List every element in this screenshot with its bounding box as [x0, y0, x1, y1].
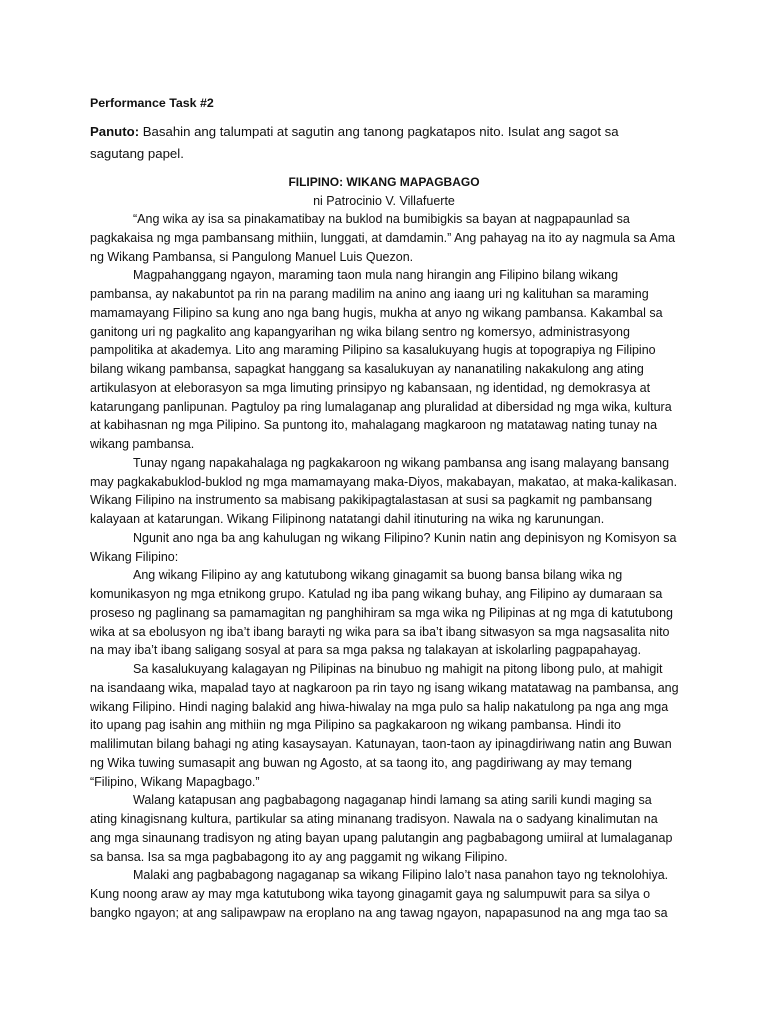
instructions-line: [90, 121, 690, 143]
body-line: na isandaang wika, mapalad tayo at nagkaroon pa rin tayo ng isang wikang matatawag na pambansa, ang: [90, 680, 679, 695]
paragraph: [90, 660, 680, 791]
instructions-text: sagutang papel.: [90, 146, 184, 161]
instructions: [90, 121, 690, 165]
body-line: Walang katapusan ang pagbabagong nagaganap hindi lamang sa ating sarili kundi maging sa: [133, 793, 652, 808]
body-line: ang mga sinaunang tradisyon ng ating bayan upang palutangin ang pagbabagong umiiral at lumalaganap: [90, 830, 673, 845]
paragraph: [90, 791, 680, 866]
paragraph: [90, 866, 680, 922]
body-line: ng Wika tuwing sumasapit ang buwan ng Agosto, at sa taong ito, ang pagdiriwang ay may temang: [90, 755, 632, 770]
body-line: kalayaan at katarungan. Wikang Filipinong natatangi dahil itinuturing na wika ng karunungan.: [90, 512, 605, 526]
paragraph: [90, 210, 680, 266]
body-line: Kung noong araw ay may mga katutubong wika tayong ginagamit gaya ng salumpuwit para sa silya o: [90, 887, 651, 901]
body-line: ganitong uri ng pagkalito ang kapangyarihan ng wika bilang sentro ng komersyo, administrasyong: [90, 324, 630, 339]
speech-author: ni Patrocinio V. Villafuerte: [313, 194, 455, 208]
body-line: sa bansa. Isa sa mga pagbabagong ito ay ang paggamit ng wikang Filipino.: [90, 849, 508, 864]
body-line: pagkakaisa ng mga pambansang mithiin, lunggati, at damdamin.” Ang pahayag na ito ay nagmula sa Ama: [90, 230, 676, 245]
body-line: may pagkakabuklod-buklod ng mga mamamayang maka-Diyos, makabayan, makatao, at maka-kalikasan.: [90, 474, 678, 489]
body-line: mamamayang Filipino sa kung ano nga bang hugis, mukha at anyo ng wikang pambansa. Kakambal sa: [90, 305, 663, 320]
body-line: “Ang wika ay isa sa pinakamatibay na buklod na bumibigkis sa bayan at nagpapaunlad sa: [133, 212, 630, 226]
body-line: at kabihasnan ng mga Pilipino. Sa puntong ito, mahalagang magkaroon ng matatawag nating tunay na: [90, 418, 658, 433]
body-line: wika at sa ebolusyon ng iba’t ibang barayti ng wika para sa iba’t ibang sitwasyon sa mga nagsasalita nito: [90, 624, 670, 639]
speech-title: FILIPINO: WIKANG MAPAGBAGO: [288, 175, 480, 189]
instructions-label: Panuto:: [90, 124, 140, 139]
body-line: malilimutan bilang bahagi ng ating kasaysayan. Katunayan, taon-taon ay ipinagdiriwang natin ang Buwan: [90, 737, 672, 751]
body-line: proseso ng paglinang sa pamamagitan ng panghihiram sa mga wika ng Pilipinas at ng mga di katutubong: [90, 605, 674, 620]
body-line: wikang pambansa.: [90, 437, 195, 451]
body-line: na may iba’t ibang saligang sosyal at para sa mga paksa ng talakayan at iskolarling pagpapahayag.: [90, 643, 642, 658]
paragraph: [90, 266, 680, 454]
instructions-line: [90, 143, 690, 165]
instructions-text: Basahin ang talumpati at sagutin ang tanong pagkatapos nito. Isulat ang sagot sa: [142, 124, 619, 139]
body-line: “Filipino, Wikang Mapagbago.”: [90, 774, 260, 789]
paragraph: [90, 566, 680, 660]
body-line: Wikang Filipino:: [90, 549, 179, 564]
body-line: Wikang Filipino na instrumento sa mabisang pakikipagtalastasan at susi sa pagkamit ng pambansang: [90, 493, 653, 508]
body-line: Tunay ngang napakahalaga ng pagkakaroon ng wikang pambansa ang isang malayang bansang: [133, 455, 670, 470]
body-line: wikang Filipino. Hindi naging balakid ang hiwa-hiwalay na mga pulo sa halip nakatulong pa nga ang mga: [90, 699, 669, 714]
body-line: pampolitika at akademya. Lito ang maraming Pilipino sa kasalukuyang hugis at topograpiya ng Filipino: [90, 343, 656, 358]
body-line: katarungang panlipunan. Pagtuloy pa ring lumalaganap ang pluralidad at dibersidad ng mga wika, kultura: [90, 399, 672, 414]
body-line: Magpahanggang ngayon, maraming taon mula nang hirangin ang Filipino bilang wikang: [133, 268, 619, 283]
paragraph: [90, 529, 680, 567]
speech-body: [90, 210, 680, 923]
body-line: artikulasyon at eleborasyon sa mga limuting prinsipyo ng kabansaan, ng identidad, ng demokrasya at: [90, 380, 651, 395]
body-line: ating kinagisnang kultura, partikular sa ating minanang tradisyon. Nawala na o sadyang kinalimutan na: [90, 812, 658, 826]
body-line: pambansa, ay nakabuntot pa rin na parang madilim na anino ang iaang uri ng kalituhan sa maraming: [90, 287, 649, 301]
body-line: Sa kasalukuyang kalagayan ng Pilipinas na binubuo ng mahigit na pitong libong pulo, at mahigit: [133, 662, 663, 676]
body-line: Ang wikang Filipino ay ang katutubong wikang ginagamit sa buong bansa bilang wika ng: [133, 568, 623, 583]
task-title: Performance Task #2: [90, 96, 214, 110]
body-line: Ngunit ano nga ba ang kahulugan ng wikang Filipino? Kunin natin ang depinisyon ng Komisyon sa: [133, 530, 677, 545]
paragraph: [90, 454, 680, 529]
body-line: ng Wikang Pambansa, si Pangulong Manuel Luis Quezon.: [90, 249, 414, 264]
body-line: bangko ngayon; at ang salipawpaw na eroplano na ang tawag ngayon, napapasunod na ang mga tao sa: [90, 905, 668, 920]
body-line: ito upang pag isahin ang mithiin ng mga Pilipino sa pagkakaroon ng wikang pambansa. Hindi ito: [90, 718, 621, 733]
body-line: komunikasyon ng mga etnikong grupo. Katulad ng iba pang wikang buhay, ang Filipino ay dumaraan sa: [90, 587, 663, 601]
body-line: Malaki ang pagbabagong nagaganap sa wikang Filipino lalo’t nasa panahon tayo ng teknolohiya.: [133, 868, 669, 883]
body-line: bilang wikang pambansa, sapagkat hanggang sa kasalukuyan ay nananatiling nakakulong ang ating: [90, 362, 644, 376]
